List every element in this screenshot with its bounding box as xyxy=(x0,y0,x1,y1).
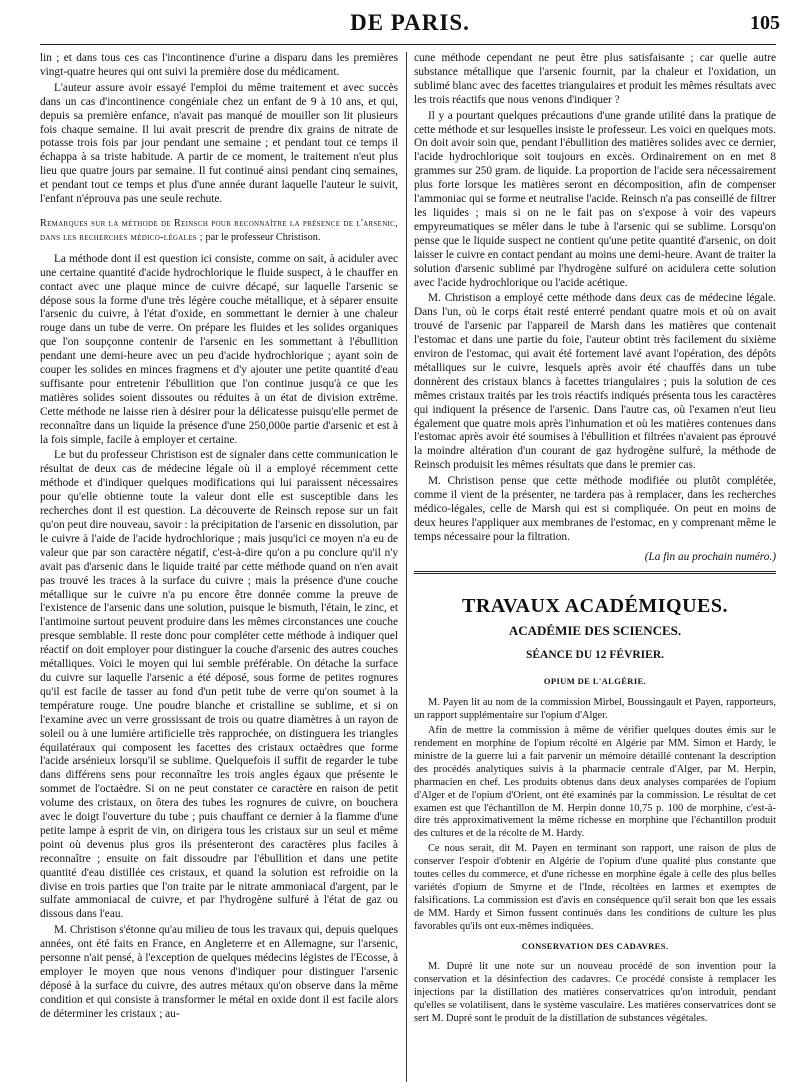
paragraph: M. Christison pense que cette méthode modifiée ou plutôt complétée, comme il vient de la présenter, ne tardera pas à remplacer, dans les recherches médico-légales, celle de Marsh qui est si compliquée. On peut en moins de deux heures l'appliquer aux membranes de l'estomac, en y comprenant même le temps nécessaire pour la filtration. xyxy=(414,475,776,543)
article-heading-caps: Remarques sur la méthode de Reinsch pour reconnaître la présence de l'arsenic, dans les recherches médico-légales ; xyxy=(40,217,398,243)
paragraph: lin ; et dans tous ces cas l'incontinence d'urine a disparu dans les premières vingt-quatre heures qui ont suivi la première dose du médicament. xyxy=(40,52,398,78)
paragraph: cune méthode cependant ne peut être plus satisfaisante ; car quelle autre substance métallique que l'arsenic fournit, par la chaleur et l'oxidation, un sublimé blanc avec des facettes triangulaires et produit les mêmes résultats avec les trois réactifs que nous venons d'indiquer ? xyxy=(414,52,776,106)
paragraph: Ce nous serait, dit M. Payen en terminant son rapport, une raison de plus de conserver l'espoir d'obtenir en Algérie de l'opium d'une qualité plus constante que toutes celles du commerce, et d'une richesse en morphine égale à celle des plus belles variétés d'opium de Smyrne et de l'Inde, récoltées en larmes et exemptes de falsifications. La commission est d'avis en conséquence qu'il serait bon que les essais de MM. Hardy et Simon fussent continués dans les conditions de culture les plus favorables qu'ils ont eux-mêmes indiquées. xyxy=(414,843,776,932)
right-column xyxy=(414,52,776,1084)
paragraph: Le but du professeur Christison est de signaler dans cette communication le résultat de deux cas de médecine légale où il a employé récemment cette méthode et d'indiquer quelques modifications qui lui paraissent nécessaires pour qu'elle obtienne toute la valeur dont elle est susceptible dans les recherches dont il est question. La découverte de Reinsch repose sur un fait qu'on peut dire nouveau, savoir : la précipitation de l'arsenic en dissolution, par le cuivre à l'aide de l'acide hydrochlorique ; mais jusqu'ici ce moyen n'a eu de valeur que par son caractère négatif, c'est-à-dire qu'on a pu conclure qu'il n'y avait pas d'arsenic dans le liquide traité par cette méthode quand on n'en avait pas trouvé les traces à la surface du cuivre ; mais la présence d'une couche métallique sur le cuivre n'a pu encore être donnée comme la preuve de l'existence de l'arsenic dans une solution, puisque le bismuth, l'étain, le zinc, et l'antimoine surtout peuvent produire dans les mêmes circonstances une couche presque semblable. Il reste donc pour compléter cette méthode à indiquer quel réactif on doit employer pour distinguer la couche d'arsenic des autres couches métalliques. Voici le moyen qui lui semble préférable. On détache la surface du cuivre sur laquelle l'arsenic a été déposé, sous forme de petites rognures qu'il est facile de tasser au fond d'un petit tube de verre qu'on soumet à la température rouge. Une poudre blanche et cristalline se sublime, et si on l'examine avec un verre grossissant de trois ou quatre diamètres à un rayon de soleil ou à une lumière artificielle très rapprochée, on distinguera les triangles équilatéraux qui composent les facettes des cristaux octaèdres que forme l'acide arsénieux lorsqu'il se sublime. Quelquefois il suffit de regarder le tube dans différens sens pour reconnaître les trois angles égaux que présente le sommet de l'octaèdre. Si on ne peut constater ce caractère en raison de petit volume des cristaux, on ôtera des tubes les rognures de cuivre, on bouchera avec le doigt l'ouverture du tube ; puis chauffant ce dernier à la flamme d'une petite lampe à esprit de vin, on dirigera tous les cristaux sur un seul et même point où devenus plus gros ils présenteront des caractères plus faciles à reconnaître ; ensuite on fait dissoudre par l'ébullition et dans une petite quantité d'eau distillée ces cristaux, et quand la solution est refroidie on la divise en trois parties que l'on traite par le nitrate ammoniacal d'argent, par le sulfate ammoniacal de cuivre, et par l'hydrogène sulfuré à l'état de gaz ou dissous dans l'eau. xyxy=(40,449,398,921)
masthead-title: DE PARIS. xyxy=(350,10,470,35)
paragraph: M. Christison a employé cette méthode dans deux cas de médecine légale. Dans l'un, où le corps était resté enterré pendant quatre mois et où on avait trouvé de l'arsenic par l'appareil de Marsh dans les matières que contenait l'estomac et dans une partie du foie, l'auteur obtint très facilement du sixième environ de l'estomac, qui avait été fortement lavé avant l'opération, des dépôts métalliques sur le cuivre, lesquels après avoir été chauffés dans un tube donnèrent des cristaux blancs à facettes triangulaires ; puis la solution de ces mêmes cristaux traités par les trois réactifs indiqués présenta tous les caractères qui indiquent la présence de l'arsenic. Dans l'autre cas, où l'examen n'eut lieu également que quatre mois après l'inhumation et où les matières contenues dans l'estomac après avoir été soumises à l'ébullition et filtrées n'avaient pas éprouvé la moindre altération d'un courant de gaz hydrogène sulfuré, la méthode de Reinsch produisit les mêmes résultats que dans le premier cas. xyxy=(414,292,776,472)
article-heading-author: par le professeur Christison. xyxy=(202,231,321,243)
paragraph: M. Christison s'étonne qu'au milieu de tous les travaux qui, depuis quelques années, ont été faits en France, en Angleterre et en Allemagne, sur l'arsenic, personne n'ait pensé, à l'exception de quelques médecins légistes de l'Ecosse, à employer le moyen que nous venons d'indiquer pour distinguer l'arsenic déposé à la surface du cuivre, des autres métaux qu'on observe dans la même condition et qui consiste à transformer le métal en oxide dont il est facile alors de déterminer les cristaux ; au- xyxy=(40,924,398,1020)
section-title: TRAVAUX ACADÉMIQUES. xyxy=(462,594,728,617)
column-divider xyxy=(406,52,407,1082)
paragraph: M. Payen lit au nom de la commission Mirbel, Boussingault et Payen, rapporteurs, un rapport supplémentaire sur l'opium d'Alger. xyxy=(414,697,776,722)
page-number: 105 xyxy=(750,12,780,34)
left-column xyxy=(40,52,398,1084)
paragraph: La méthode dont il est question ici consiste, comme on sait, à aciduler avec une certaine quantité d'acide hydrochlorique le fluide suspect, à le chauffer en contact avec une plaque mince de cuivre décapé, sur laquelle l'arsenic se dépose sous la forme d'une très légère couche métallique, et à séparer ensuite l'arsenic du cuivre, à l'état d'oxide, en sommettant le dernier à une chaleur rouge dans un tube de verre. On prépare les fluides et les solides organiques que l'on soupçonne contenir de l'arsenic en les sommettant à l'ébullition pendant une demi-heure avec un peu d'acide hydrochlorique ; ayant soin de couper les solides en minces fragmens et d'y ajouter une petite quantité d'eau suffisante pour entretenir l'ébullition que l'on continue jusqu'à ce que les matières solides soient dissoutes ou réduites à un état de division extrême. Cette méthode ne laisse rien à désirer pour la délicatesse puisqu'elle permet de reconnaître dans un liquide la présence d'une 250,000e partie d'arsenic et est à la fois simple, facile à employer et certaine. xyxy=(40,252,398,446)
section-rule xyxy=(414,571,776,574)
opium-report xyxy=(414,697,776,933)
article-heading xyxy=(40,217,398,245)
page-header xyxy=(40,10,780,40)
continuation-note: (La fin au prochain numéro.) xyxy=(644,550,776,563)
academy-title: ACADÉMIE DES SCIENCES. xyxy=(508,622,682,638)
cadavres-report xyxy=(414,961,776,1026)
header-rule xyxy=(40,44,776,45)
paragraph: M. Dupré lit une note sur un nouveau procédé de son invention pour la conservation et la désinfection des cadavres. Ce procédé consiste à remplacer les injections par la distillation des matières conservatrices qu'on introduit, pendant qu'elles se volatilisent, dans le système vasculaire. Les matières conservatrices dont se sert M. Dupré sont le produit de la distillation de substances végétales. xyxy=(414,961,776,1025)
paragraph: Il y a pourtant quelques précautions d'une grande utilité dans la pratique de cette méthode et sur lesquelles insiste le professeur. Les voici en quelques mots. On doit avoir soin que, pendant l'ébullition des matières solides avec ce dernier, l'acide hydrochlorique soit toujours en excès. Ordinairement on en met 8 grammes sur 250 gram. de liquide. La proportion de l'acide sera nécessairement plus forte lorsque les matières seront en décomposition, afin de compenser l'ammoniac qui se forme et neutralise l'acide. Reinsch n'a pas conseillé de filtrer les liquides ; mais si on ne le fait pas on s'expose à voir des vapeurs empyreumatiques se mêler dans le tube à l'arsenic qui se sublime. Lorsqu'on pense que le liquide suspect ne contient qu'une petite quantité d'arsenic, on doit laisser le cuivre en contact pendant au moins une demi-heure. Avant de traiter la solution d'arsenic sublimé par l'hydrogène sulfuré on acidulera cette solution avec l'acide hydrochlorique ou l'acide acétique. xyxy=(414,109,776,289)
subheading-cadavres: CONSERVATION DES CADAVRES. xyxy=(521,940,669,951)
subheading-opium: OPIUM DE L'ALGÉRIE. xyxy=(543,676,647,687)
session-date: SÉANCE DU 12 FÉVRIER. xyxy=(525,649,665,662)
paragraph: Afin de mettre la commission à même de vérifier quelques doutes émis sur le rendement en morphine de l'opium récolté en Algérie par MM. Simon et Hardy, le ministre de la guerre lui a fait parvenir un mémoire détaillé contenant la description des procédés analytiques suivis à la pharmacie centrale d'Alger, par M. Herpin, pharmacien en chef. Les produits obtenus dans deux analyses comparées de l'opium d'Alger et de l'opium d'Orient, ont été examinés par la commission. Le résultat de cet examen est que l'échantillon de M. Herpin donne 10,75 p. 100 de morphine, c'est-à-dire très approximativement la même richesse en morphine que l'échantillon produit des cultures et de la récolte de M. Hardy. xyxy=(414,725,776,840)
paragraph: L'auteur assure avoir essayé l'emploi du même traitement et avec succès dans un cas d'incontinence congéniale chez un enfant de 9 à 10 ans, et qui, depuis sa première enfance, n'avait pas manqué de mouiller son lit plusieurs fois chaque semaine. Il lui avait prescrit de prendre dix grains de nitrate de potasse trois fois par jour pendant une semaine ; et pendant tout ce temps il échappa à sa triste habitude. A partir de ce moment, le traitement n'eut plus lieu que quatre jours par semaine. Il fut continué ainsi pendant cinq semaines, et pendant tout ce temps et plus d'une année durant laquelle l'auteur le suivit, l'enfant n'éprouva pas une seule rechute. xyxy=(40,81,398,206)
